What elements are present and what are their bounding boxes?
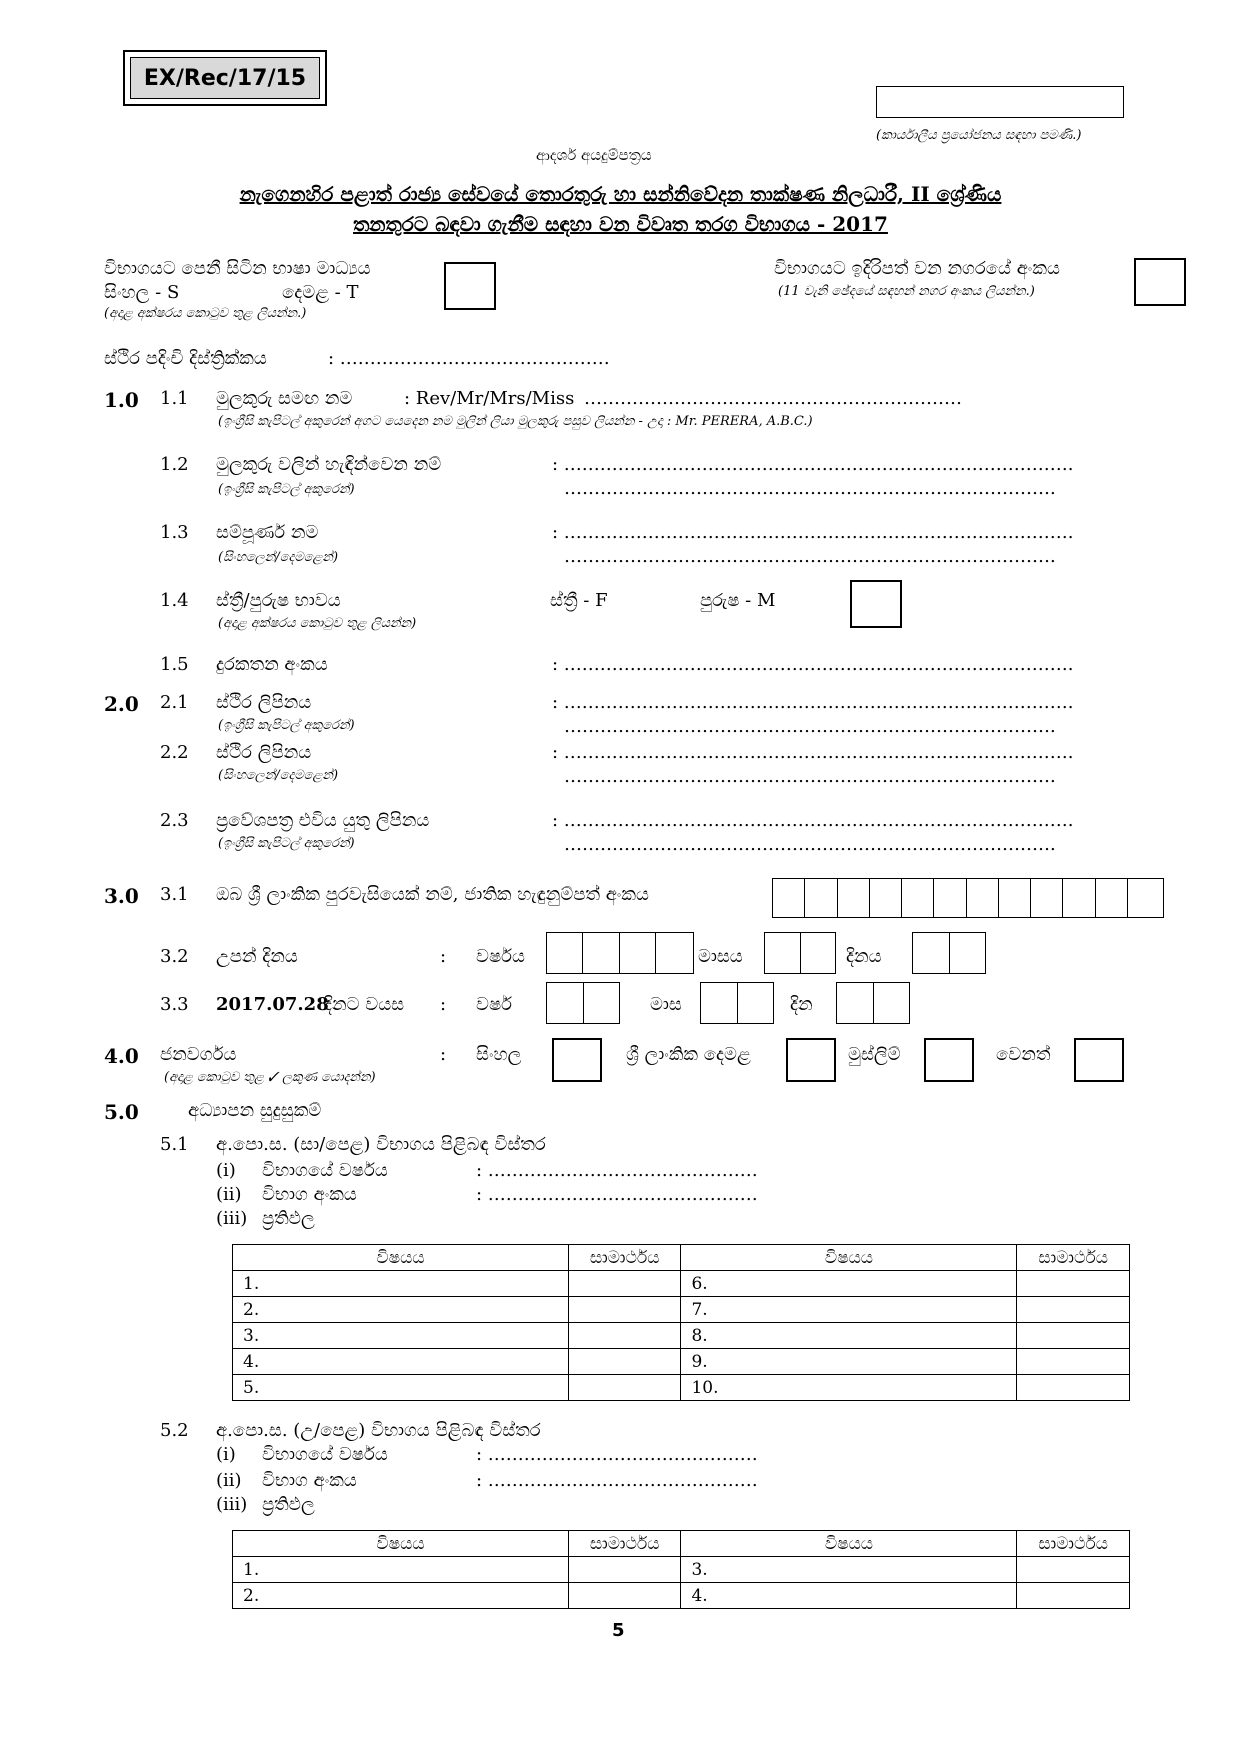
al-col-subject: විෂයය [233,1531,569,1557]
ol-subject-cell[interactable]: 3. [233,1323,569,1349]
permanent-address-en-field[interactable]: : …………………………………………………………………………. [552,692,1074,713]
al-col-grade: සාමාර්ථය [568,1531,681,1557]
medium-hint: (අදාළ අක්ෂරය කොටුව තුළ ලියන්න.) [104,306,307,321]
permanent-address-si-field[interactable]: : …………………………………………………………………………. [552,742,1074,763]
admission-address-field[interactable]: : …………………………………………………………………………. [552,810,1074,831]
full-name-field-2[interactable]: ………………………………………………………………………. [564,546,1056,567]
al-subject-cell[interactable]: 3. [681,1557,1017,1583]
ethnicity-sinhala-box[interactable] [552,1038,602,1082]
admission-address-hint: (ඉංග්‍රීසි කැපිටල් අකුරෙන්) [218,836,355,851]
names-by-initials-hint: (ඉංග්‍රීසි කැපිටල් අකුරෙන්) [218,482,355,497]
al-col-grade-2: සාමාර්ථය [1017,1531,1130,1557]
full-name-field[interactable]: : …………………………………………………………………………. [552,522,1074,543]
admission-address-field-2[interactable]: ………………………………………………………………………. [564,834,1056,855]
nic-number-boxes[interactable] [772,878,1164,918]
reference-code-box [123,50,327,106]
permanent-address-si-field-2[interactable]: ………………………………………………………………………. [564,766,1056,787]
age-label: දිනට වයස [324,994,405,1015]
ethnicity-other-label: වෙනත් [996,1044,1051,1065]
table-row [233,1583,1130,1609]
medium-tamil: දෙමළ - T [282,282,359,303]
al-details-label: අ.පො.ස. (උ/පෙළ) විභාගය පිළිබඳ විස්තර [216,1420,541,1441]
medium-sinhala: සිංහල - S [104,282,180,303]
permanent-address-en-field-2[interactable]: ………………………………………………………………………. [564,716,1056,737]
page-number: 5 [612,1620,625,1641]
al-grade-cell[interactable] [1017,1583,1130,1609]
al-year-label: විභාගයේ වර්ෂය [262,1444,388,1465]
medium-box[interactable] [444,262,496,310]
ol-subject-cell[interactable]: 1. [233,1271,569,1297]
names-by-initials-label: මුලකුරු වලින් හැඳින්වෙන නම් [216,454,442,475]
ol-index-label: විභාග අංකය [262,1184,357,1205]
ol-sub-iii: (iii) [216,1208,248,1229]
ol-subject-cell[interactable]: 9. [681,1349,1017,1375]
ethnicity-tamil-box[interactable] [786,1038,836,1082]
ol-grade-cell[interactable] [568,1323,681,1349]
name-with-initials-label: මුලකුරු සමඟ නම [216,388,353,409]
ol-year-label: විභාගයේ වර්ෂය [262,1160,388,1181]
item-1-4-number: 1.4 [160,590,189,611]
ol-grade-cell[interactable] [1017,1297,1130,1323]
title-prefix: : Rev/Mr/Mrs/Miss [404,388,575,409]
ol-subject-cell[interactable]: 8. [681,1323,1017,1349]
full-name-label: සම්පූර්ණ නම [216,522,319,543]
gender-box[interactable] [850,580,902,628]
al-col-subject-2: විෂයය [681,1531,1017,1557]
ethnicity-hint: (අදාළ කොටුව තුළ ✓ ලකුණ යොදන්න) [164,1070,376,1085]
ol-index-field[interactable]: : ……………………………………… [476,1184,758,1205]
ol-sub-i: (i) [216,1160,236,1181]
dob-year-label: වර්ෂය [476,946,525,967]
permanent-address-si-label: ස්ථිර ලිපිනය [216,742,312,763]
ol-grade-cell[interactable] [568,1375,681,1401]
item-3-1-number: 3.1 [160,884,189,905]
full-name-hint: (සිංහලෙන්/දෙමළෙන්) [218,550,339,565]
gender-female: ස්ත්‍රී - F [550,590,608,611]
section-4-number: 4.0 [104,1044,139,1068]
phone-field[interactable]: : …………………………………………………………………………. [552,654,1074,675]
phone-label: දුරකතන අංකය [216,654,328,675]
dob-day-label: දිනය [846,946,882,967]
al-sub-iii: (iii) [216,1494,248,1515]
age-date: 2017.07.28 [216,994,329,1015]
permanent-address-en-label: ස්ථිර ලිපිනය [216,692,312,713]
office-use-note: (කාර්යාලීය ප්‍රයෝජනය සඳහා පමණි.) [876,128,1082,143]
names-by-initials-field-2[interactable]: ………………………………………………………………………. [564,478,1056,499]
medium-label: විභාගයට පෙනී සිටින භාෂා මාධ්‍යය [104,258,371,279]
al-results-label: ප්‍රතිඵල [262,1494,315,1515]
permanent-address-en-hint: (ඉංග්‍රීසි කැපිටල් අකුරෙන්) [218,718,355,733]
item-1-2-number: 1.2 [160,454,189,475]
ol-grade-cell[interactable] [1017,1271,1130,1297]
al-subject-cell[interactable]: 2. [233,1583,569,1609]
dob-month-label: මාසය [698,946,743,967]
al-sub-i: (i) [216,1444,236,1465]
age-colon: : [440,994,447,1015]
ol-subject-cell[interactable]: 10. [681,1375,1017,1401]
table-row [233,1349,1130,1375]
title-line-2: තනතුරට බඳවා ගැනීම සඳහා වන විවෘත තරග විභාගය - 2017 [353,212,888,236]
ol-table-header [233,1245,1130,1271]
gender-male: පුරුෂ - M [700,590,776,611]
names-by-initials-field[interactable]: : …………………………………………………………………………. [552,454,1074,475]
ol-subject-cell[interactable]: 6. [681,1271,1017,1297]
age-day-label: දින [790,994,813,1015]
ol-subject-cell[interactable]: 4. [233,1349,569,1375]
ol-details-label: අ.පො.ස. (සා/පෙළ) විභාගය පිළිබඳ විස්තර [216,1134,546,1155]
item-1-3-number: 1.3 [160,522,189,543]
reference-code: EX/Rec/17/15 [130,57,320,99]
section-5-number: 5.0 [104,1100,139,1124]
al-year-field[interactable]: : ……………………………………… [476,1444,758,1465]
ol-col-grade: සාමාර්ථය [568,1245,681,1271]
age-month-boxes[interactable] [700,982,774,1024]
title-line-1: නැගෙනහිර පළාත් රාජ්‍ය සේවයේ තොරතුරු හා සන්නිවේදන තාක්ෂණ නිලධාරී, II ශ්‍රේණිය [239,182,1002,206]
ethnicity-sinhala-label: සිංහල [476,1044,522,1065]
item-5-1-number: 5.1 [160,1134,189,1155]
al-grade-cell[interactable] [568,1583,681,1609]
district-label: ස්ථිර පදිංචි දිස්ත්‍රික්කය [104,348,267,369]
gender-hint: (අදාළ අක්ෂරය කොටුව තුළ ලියන්න) [218,616,417,631]
ol-subject-cell[interactable]: 7. [681,1297,1017,1323]
ol-grade-cell[interactable] [1017,1323,1130,1349]
office-use-box[interactable] [876,86,1124,118]
ol-grade-cell[interactable] [1017,1375,1130,1401]
ol-grade-cell[interactable] [1017,1349,1130,1375]
age-month-label: මාස [650,994,682,1015]
dob-day-boxes[interactable] [912,932,986,974]
ethnicity-label: ජනවර්ගය [160,1044,237,1065]
name-hint: (ඉංග්‍රීසි කැපිටල් අකුරෙන් අගට යෙදෙන නම මුලින් ලියා මුලකුරු පසුව ලියන්න - උදා : Mr. PERERA, A.B.C.) [218,414,813,429]
item-2-1-number: 2.1 [160,692,189,713]
al-grade-cell[interactable] [568,1557,681,1583]
age-year-boxes[interactable] [546,982,620,1024]
admission-address-label: ප්‍රවේශපත්‍ර එවිය යුතු ලිපිනය [216,810,430,831]
al-sub-ii: (ii) [216,1470,242,1491]
ol-subject-cell[interactable]: 2. [233,1297,569,1323]
item-5-2-number: 5.2 [160,1420,189,1441]
item-2-3-number: 2.3 [160,810,189,831]
table-row [233,1323,1130,1349]
al-table-header [233,1531,1130,1557]
al-subject-cell[interactable]: 4. [681,1583,1017,1609]
table-row [233,1375,1130,1401]
item-1-5-number: 1.5 [160,654,189,675]
education-label: අධ්‍යාපන සුදුසුකම් [188,1100,322,1121]
ol-subject-cell[interactable]: 5. [233,1375,569,1401]
table-row [233,1557,1130,1583]
al-results-table [232,1530,1130,1609]
ethnicity-other-box[interactable] [1074,1038,1124,1082]
ol-col-subject-2: විෂයය [681,1245,1017,1271]
ol-grade-cell[interactable] [568,1297,681,1323]
dob-month-boxes[interactable] [764,932,836,974]
permanent-address-si-hint: (සිංහලෙන්/දෙමළෙන්) [218,768,339,783]
table-row [233,1271,1130,1297]
al-grade-cell[interactable] [1017,1557,1130,1583]
gender-label: ස්ත්‍රී/පුරුෂ භාවය [216,590,341,611]
ol-results-label: ප්‍රතිඵල [262,1208,315,1229]
city-label: විභාගයට ඉදිරිපත් වන නගරයේ අංකය [774,258,1060,279]
ethnicity-muslim-label: මුස්ලිම් [848,1044,901,1065]
section-1-number: 1.0 [104,388,139,412]
district-field[interactable]: : ……………………………………… [328,348,610,369]
ethnicity-colon: : [440,1044,447,1065]
ol-grade-cell[interactable] [568,1349,681,1375]
item-1-1-number: 1.1 [160,388,189,409]
dob-label: උපන් දිනය [216,946,298,967]
age-day-boxes[interactable] [836,982,910,1024]
city-hint: (11 වැනි ඡේදයේ සඳහන් නගර අංකය ලියන්න.) [778,284,1035,299]
ol-grade-cell[interactable] [568,1271,681,1297]
name-with-initials-field[interactable]: ……………………………………………………… [584,388,962,409]
nic-label: ඔබ ශ්‍රී ලාංකික පුරවැසියෙක් නම්, ජාතික හැඳුනුම්පත් අංකය [216,884,649,905]
al-index-field[interactable]: : ……………………………………… [476,1470,758,1491]
ol-results-table [232,1244,1130,1401]
ol-col-subject: විෂයය [233,1245,569,1271]
form-label: ආදර්ශ අයදුම්පත්‍රය [536,146,652,164]
city-box[interactable] [1134,258,1186,306]
ol-col-grade-2: සාමාර්ථය [1017,1245,1130,1271]
section-3-number: 3.0 [104,884,139,908]
item-2-2-number: 2.2 [160,742,189,763]
ol-sub-ii: (ii) [216,1184,242,1205]
dob-colon: : [440,946,447,967]
ol-year-field[interactable]: : ……………………………………… [476,1160,758,1181]
age-year-label: වර්ෂ [476,994,512,1015]
dob-year-boxes[interactable] [546,932,694,974]
al-index-label: විභාග අංකය [262,1470,357,1491]
table-row [233,1297,1130,1323]
section-2-number: 2.0 [104,692,139,716]
item-3-2-number: 3.2 [160,946,189,967]
al-subject-cell[interactable]: 1. [233,1557,569,1583]
item-3-3-number: 3.3 [160,994,189,1015]
ethnicity-tamil-label: ශ්‍රී ලාංකික දෙමළ [626,1044,751,1065]
ethnicity-muslim-box[interactable] [924,1038,974,1082]
